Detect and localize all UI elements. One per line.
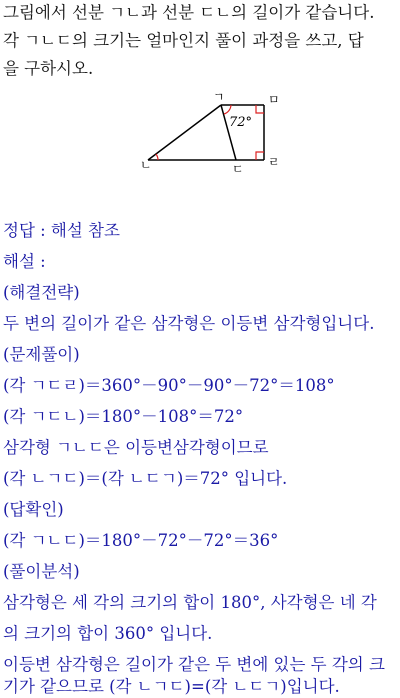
right-angle-mark-b [256,105,264,113]
angle-mark-n [156,154,158,160]
label-b: ㅁ [268,93,280,107]
check-heading: (답확인) [3,500,64,519]
step-3: 삼각형 ㄱㄴㄷ은 이등변삼각형이므로 [3,438,269,457]
analysis-line-1: 삼각형은 세 각의 크기의 합이 180°, 사각형은 네 각 [3,593,377,612]
explain-title: 해설 : [3,252,46,271]
problem-line-3: 을 구하시오. [3,59,94,78]
segment-a-d [221,105,236,160]
strategy-text: 두 변의 길이가 같은 삼각형은 이등변 삼각형입니다. [3,314,375,333]
analysis-line-4: 기가 같으므로 (각 ㄴㄱㄷ)=(각 ㄴㄷㄱ)입니다. [3,677,340,696]
label-a: ㄱ [213,92,225,104]
process-heading: (문제풀이) [3,345,80,364]
label-n: ㄴ [140,158,152,172]
angle-label-72: 72° [229,115,253,130]
angle-mark-a [224,105,231,114]
answer-line: 정답 : 해설 참조 [3,221,120,240]
problem-line-1: 그림에서 선분 ㄱㄴ과 선분 ㄷㄴ의 길이가 같습니다. [3,3,375,22]
label-r: ㄹ [268,155,280,169]
step-4: (각 ㄴㄱㄷ)＝(각 ㄴㄷㄱ)＝72° 입니다. [3,469,288,488]
step-2: (각 ㄱㄷㄴ)＝180°－108°＝72° [3,407,244,426]
step-1: (각 ㄱㄷㄹ)＝360°－90°－90°－72°＝108° [3,376,335,395]
strategy-heading: (해결전략) [3,283,80,302]
analysis-line-3: 이등변 삼각형은 길이가 같은 두 변에 있는 두 각의 크 [3,655,385,674]
label-d: ㄷ [232,162,244,174]
analysis-line-2: 의 크기의 합이 360° 입니다. [3,624,213,643]
geometry-figure [140,92,280,174]
problem-line-2: 각 ㄱㄴㄷ의 크기는 얼마인지 풀이 과정을 쓰고, 답 [3,31,364,50]
segment-n-a [148,105,221,160]
right-angle-mark-r [256,152,264,160]
check-text: (각 ㄱㄴㄷ)＝180°－72°－72°＝36° [3,531,279,550]
analysis-heading: (풀이분석) [3,562,80,581]
